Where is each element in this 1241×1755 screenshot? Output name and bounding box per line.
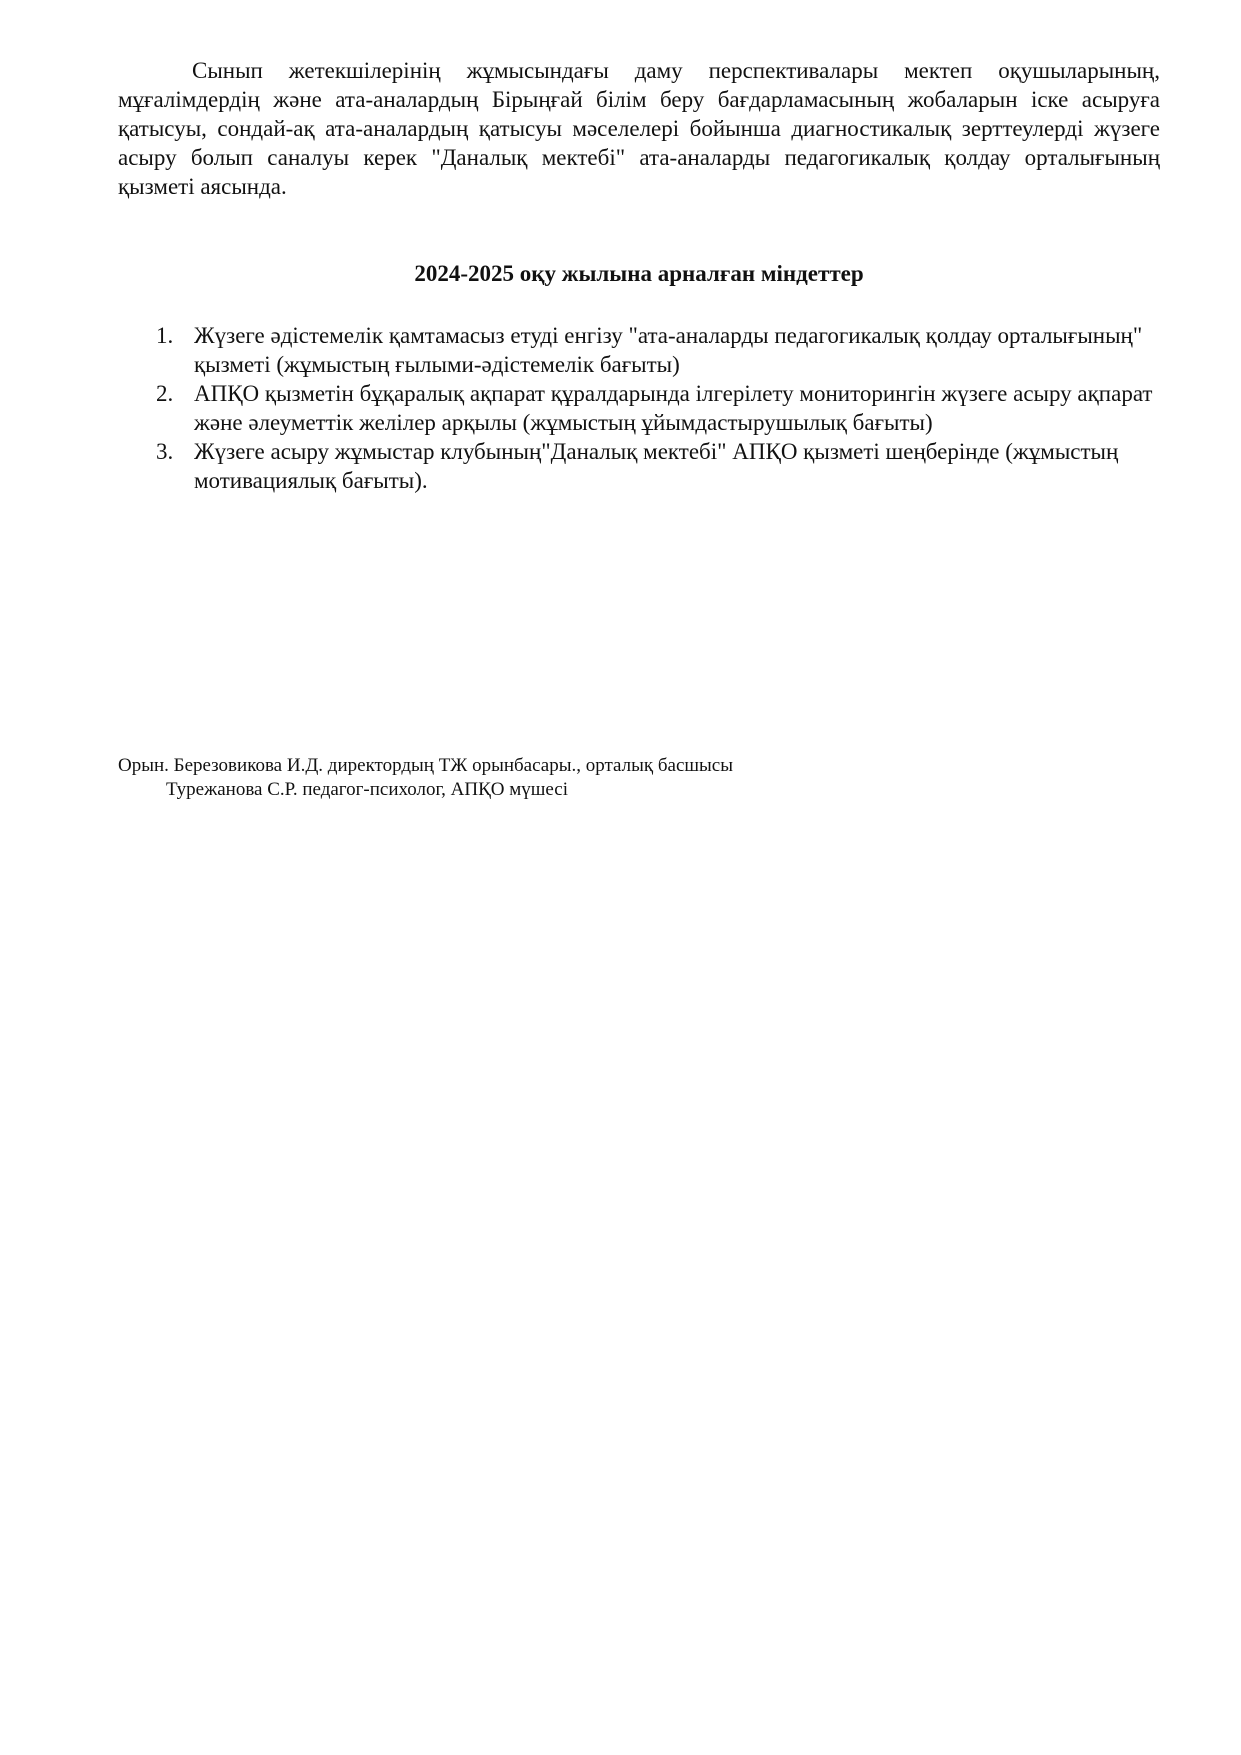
signature-block (118, 754, 1160, 802)
list-item-number: 3. (156, 439, 174, 464)
task-list (118, 321, 1160, 495)
intro-paragraph: Сынып жетекшілерінің жұмысындағы даму перспективалары мектеп оқушыларының, мұғалімдердің және ата-аналардың Бірыңғай білім беру бағдарламасының жобаларын іске асыруға қатысуы, сондай-ақ ата-аналардың қатысуы мәселелері бойынша диагностикалық зерттеулерді жүзеге асыру болып саналуы керек "Даналық мектебі" ата-аналарды педагогикалық қолдау орталығының қызметі аясында. (118, 58, 1160, 199)
list-item-text: Жүзеге әдістемелік қамтамасыз етуді енгізу "ата-аналарды педагогикалық қолдау орталығының" қызметі (жұмыстың ғылыми-әдістемелік бағыты) (194, 323, 1143, 377)
list-item (118, 379, 1160, 437)
list-item-number: 1. (156, 323, 174, 348)
list-item-text: АПҚО қызметін бұқаралық ақпарат құралдарында ілгерілету мониторингін жүзеге асыру ақпарат және әлеуметтік желілер арқылы (жұмыстың ұйымдастырушылық бағыты) (194, 381, 1153, 435)
signature-line-coauthor: Турежанова С.Р. педагог-психолог, АПҚО мүшесі (166, 779, 569, 800)
list-item-number: 2. (156, 381, 174, 406)
list-item (118, 437, 1160, 495)
section-heading: 2024-2025 оқу жылына арналған міндеттер (414, 261, 864, 286)
list-item-text: Жүзеге асыру жұмыстар клубының"Даналық мектебі" АПҚО қызметі шеңберінде (жұмыстың мотивациялық бағыты). (194, 439, 1119, 493)
list-item (118, 321, 1160, 379)
signature-line-author: Орын. Березовикова И.Д. директордың ТЖ орынбасары., орталық басшысы (118, 755, 733, 776)
